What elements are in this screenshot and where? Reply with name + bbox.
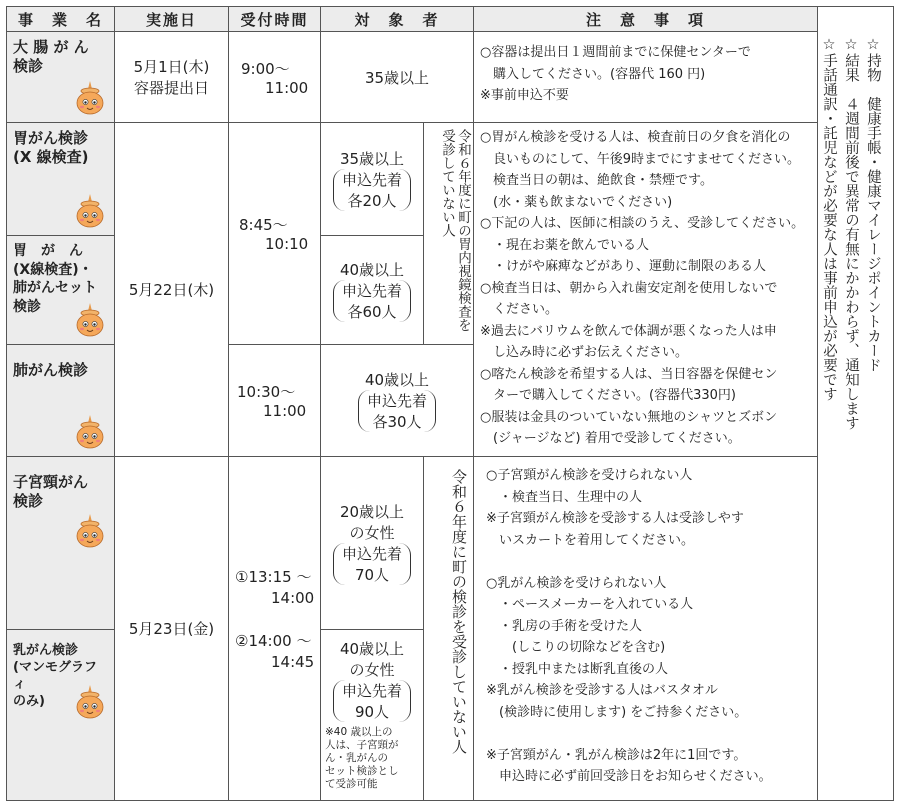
time-may23 — [228, 456, 321, 801]
program-colon-line2: 検診 — [13, 57, 44, 75]
note-line: ○胃がん検診を受ける人は、検査前日の夕食を消化の — [480, 130, 791, 145]
program-stomach-line1: 胃がん検診 — [13, 129, 89, 147]
target-sex: の女性 — [349, 524, 395, 542]
note-line: ○服装は金具のついていない無地のシャツとズボン — [480, 409, 778, 425]
note-line: ・ペースメーカーを入れている人 — [486, 597, 694, 612]
target-count: 各30人 — [372, 413, 422, 431]
note-line: て受診可能 — [325, 778, 378, 790]
note-line: ○子宮頸がん検診を受けられない人 — [486, 468, 693, 483]
header-date: 実施日 — [114, 6, 229, 32]
side-note-results: ☆結果 ４週間前後で異常の有無にかかわらず、通知します — [843, 37, 859, 430]
program-stomach-xray — [6, 122, 115, 236]
time-end: 14:00 — [271, 589, 315, 607]
note-line: セット検診とし — [325, 765, 399, 777]
mascot-icon — [74, 513, 106, 549]
note-line: (しこりの切除などを含む) — [486, 640, 666, 655]
time-start: 8:45〜 — [239, 216, 288, 234]
time-start: ①13:15 〜 — [235, 568, 312, 586]
date-colon-line2: 容器提出日 — [133, 79, 209, 97]
note-line: ターで購入してください。(容器代330円) — [480, 388, 736, 403]
note-line: ・授乳中または断乳直後の人 — [486, 661, 669, 677]
notes-colon — [473, 31, 818, 123]
note-line: 良いものにして、午後9時までにすませてください。 — [480, 151, 801, 167]
program-breast-line3: のみ) — [13, 694, 45, 709]
target-stomach-lung — [320, 235, 424, 345]
header-target: 対 象 者 — [320, 6, 474, 32]
program-lung — [6, 344, 115, 457]
note-line: ○検査当日は、朝から入れ歯安定剤を使用しないで — [480, 280, 778, 296]
header-time: 受付時間 — [228, 6, 321, 32]
notes-may23 — [473, 456, 818, 801]
target-colon: 35歳以上 — [320, 31, 474, 123]
target-lung — [320, 344, 474, 457]
target-first-come: 申込先着 — [341, 170, 402, 189]
program-set-line2: (X線検査)・ — [13, 261, 93, 278]
mascot-icon — [74, 414, 106, 450]
target-first-come: 申込先着 — [341, 281, 402, 300]
note-line: ・乳房の手術を受けた人 — [486, 618, 643, 634]
note-line: ※過去にバリウムを飲んで体調が悪くなった人は申 — [480, 323, 777, 339]
target-first-come: 申込先着 — [341, 682, 402, 700]
target-capacity — [333, 680, 411, 722]
program-breast-line1: 乳がん検診 — [13, 643, 79, 658]
side-note-items: ☆持物 健康手帳・健康マイレージポイントカード — [865, 37, 881, 372]
target-count: 70人 — [354, 566, 390, 584]
target-condition-endoscopy: 令和６年度に町の胃内視鏡検査を受診していない人 — [423, 122, 474, 345]
target-first-come: 申込先着 — [341, 545, 402, 563]
program-lung-line1: 肺がん検診 — [13, 361, 89, 379]
note-line: ※子宮頸がん検診を受診する人は受診しやす — [486, 511, 744, 526]
note-line: (検診時に使用します) をご持参ください。 — [486, 704, 748, 720]
note-line: (水・薬も飲まないでください) — [480, 194, 673, 210]
program-colon — [6, 31, 115, 123]
note-line: いスカートを着用してください。 — [486, 532, 695, 548]
side-notes-column — [817, 6, 894, 801]
date-may22: 5月22日(木) — [114, 122, 229, 457]
time-start: ②14:00 〜 — [235, 632, 312, 650]
note-line: ※事前申込不要 — [480, 88, 569, 103]
note-line: 申込時に必ず前回受診日をお知らせください。 — [486, 769, 772, 784]
target-count: 各60人 — [347, 302, 397, 321]
note-line: (ジャージなど) 着用で受診してください。 — [480, 431, 741, 446]
program-breast — [6, 629, 115, 801]
note-line: ○下記の人は、医師に相談のうえ、受診してください。 — [480, 216, 805, 231]
note-line: ○喀たん検診を希望する人は、当日容器を保健セン — [480, 366, 778, 382]
program-cervical-line1: 子宮頸がん — [13, 473, 89, 491]
program-colon-line1: 大 腸 が ん — [13, 38, 89, 56]
mascot-icon — [74, 302, 106, 338]
target-sex: の女性 — [349, 661, 395, 679]
program-stomach-line2: (X 線検査) — [13, 148, 89, 166]
program-cervical — [6, 456, 115, 630]
time-colon — [228, 31, 321, 123]
note-line: ※40 歳以上の — [325, 726, 393, 738]
target-first-come: 申込先着 — [366, 392, 427, 410]
target-capacity — [333, 280, 411, 322]
note-line: ※乳がん検診を受診する人はバスタオル — [486, 683, 718, 698]
side-note-interpreter: ☆手話通訳・託児などが必要な人は事前申込が必要です — [821, 37, 837, 401]
target-condition-screening: 令和６年度に町の検診を受診していない人 — [423, 456, 474, 801]
note-line: ・けがや麻痺などがあり、運動に制限のある人 — [480, 259, 767, 274]
note-line: ・検査当日、生理中の人 — [486, 489, 643, 505]
program-stomach-lung-set — [6, 235, 115, 345]
program-set-line4: 検診 — [13, 298, 41, 315]
date-colon-line1: 5月1日(木) — [133, 58, 210, 76]
note-line: ※子宮頸がん・乳がん検診は2年に1回です。 — [486, 747, 747, 763]
target-age: 20歳以上 — [339, 503, 405, 521]
target-breast — [320, 629, 424, 801]
time-start: 10:30〜 — [237, 383, 296, 401]
mascot-icon — [74, 80, 106, 116]
time-end: 11:00 — [263, 402, 307, 420]
note-line: 購入してください。(容器代 160 円) — [480, 66, 706, 82]
target-age: 40歳以上 — [339, 640, 405, 658]
target-cervical — [320, 456, 424, 630]
note-line — [486, 723, 812, 745]
time-may23-slot2 — [235, 631, 314, 673]
note-line: ん・乳がんの — [325, 752, 388, 764]
time-end: 14:45 — [271, 653, 315, 671]
time-end: 10:10 — [265, 235, 309, 253]
note-line: ください。 — [480, 302, 559, 317]
target-count: 90人 — [354, 703, 390, 721]
target-age: 40歳以上 — [339, 260, 405, 279]
note-line: ・現在お薬を飲んでいる人 — [480, 237, 650, 253]
header-notes: 注 意 事 項 — [473, 6, 818, 32]
mascot-icon — [74, 684, 106, 720]
notes-may22 — [473, 122, 818, 457]
note-line: ○乳がん検診を受けられない人 — [486, 575, 667, 591]
time-colon-end: 11:00 — [265, 78, 309, 97]
target-breast-note — [321, 722, 423, 791]
mascot-icon — [74, 193, 106, 229]
target-count: 各20人 — [347, 191, 397, 210]
time-may22-morning — [228, 122, 321, 345]
date-colon — [114, 31, 229, 123]
target-age: 40歳以上 — [364, 371, 430, 389]
target-stomach — [320, 122, 424, 236]
time-may22-lung — [228, 344, 321, 457]
note-line: 検査当日の朝は、絶飲食・禁煙です。 — [480, 173, 713, 188]
note-line: 人は、子宮頸が — [325, 739, 399, 751]
target-capacity — [333, 169, 411, 211]
time-colon-start: 9:00〜 — [241, 59, 290, 78]
date-may23: 5月23日(金) — [114, 456, 229, 801]
program-set-line1: 胃 が ん — [13, 243, 83, 259]
note-line — [486, 551, 812, 573]
target-capacity — [358, 390, 436, 432]
note-line: し込み時に必ずお伝えください。 — [480, 345, 689, 360]
program-set-line3: 肺がんセット — [13, 280, 97, 296]
program-breast-line2: (マンモグラフィ — [13, 660, 97, 692]
program-cervical-line2: 検診 — [13, 492, 44, 510]
note-line: ○容器は提出日１週間前までに保健センターで — [480, 45, 751, 60]
header-program: 事 業 名 — [6, 6, 115, 32]
time-may23-slot1 — [235, 567, 314, 609]
target-capacity — [333, 543, 411, 585]
target-age: 35歳以上 — [339, 149, 405, 168]
